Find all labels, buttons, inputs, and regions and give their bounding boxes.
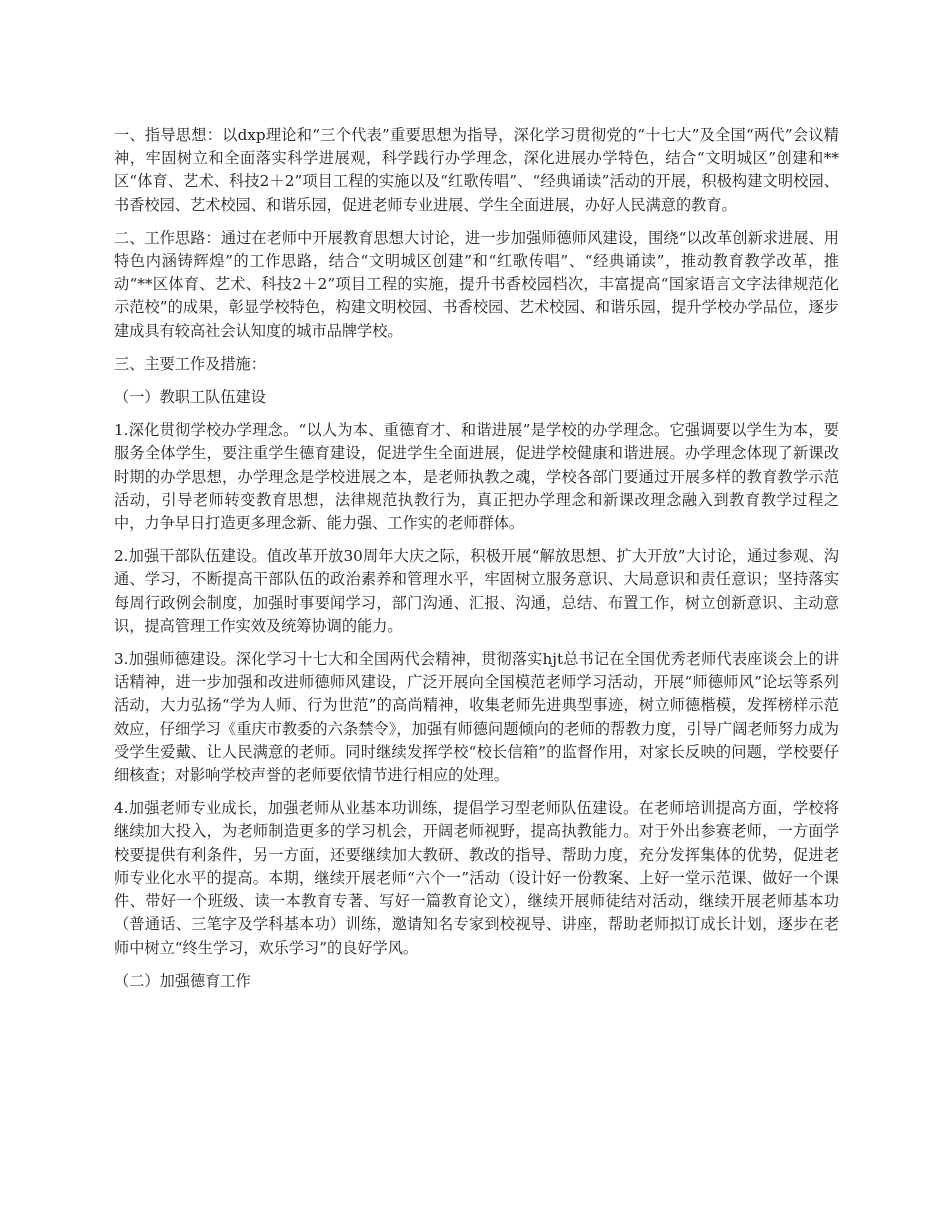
paragraph-guiding-thought: 一、指导思想：以dxp理论和“三个代表”重要思想为指导，深化学习贯彻党的“十七大”及全国“两代”会议精神，牢固树立和全面落实科学进展观，科学践行办学理念，深化进展办学特色，结合“文明城区”创建和**区“体育、艺术、科技2＋2”项目工程的实施以及“红歌传唱”、“经典诵读”活动的开展，积极构建文明校园、书香校园、艺术校园、和谐乐园，促进老师专业进展、学生全面进展，办好人民满意的教育。 [114, 126, 839, 214]
subsection-heading-staff: （一）教职工队伍建设 [114, 388, 266, 407]
paragraph-item-2: 2.加强干部队伍建设。值改革开放30周年大庆之际，积极开展“解放思想、扩大开放”大讨论，通过参观、沟通、学习，不断提高干部队伍的政治素养和管理水平，牢固树立服务意识、大局意识和责任意识；坚持落实每周行政例会制度，加强时事要闻学习，部门沟通、汇报、沟通，总结、布置工作，树立创新意识、主动意识，提高管理工作实效及统筹协调的能力。 [114, 547, 839, 635]
paragraph-item-3: 3.加强师德建设。深化学习十七大和全国两代会精神，贯彻落实hjt总书记在全国优秀老师代表座谈会上的讲话精神，进一步加强和改进师德师风建设，广泛开展向全国模范老师学习活动，开展“师德师风”论坛等系列活动，大力弘扬“学为人师、行为世范”的高尚精神，收集老师先进典型事迹，树立师德楷模，发挥榜样示范效应，仔细学习《重庆市教委的六条禁令》，加强有师德问题倾向的老师的帮教力度，引导广阔老师努力成为受学生爱戴、让人民满意的老师。同时继续发挥学校“校长信箱”的监督作用，对家长反映的问题，学校要仔细核查；对影响学校声誉的老师要依情节进行相应的处理。 [114, 650, 839, 785]
paragraph-item-4: 4.加强老师专业成长，加强老师从业基本功训练，提倡学习型老师队伍建设。在老师培训提高方面，学校将继续加大投入，为老师制造更多的学习机会，开阔老师视野，提高执教能力。对于外出参赛老师，一方面学校要提供有利条件，另一方面，还要继续加大教研、教改的指导、帮助力度，充分发挥集体的优势，促进老师专业化水平的提高。本期，继续开展老师“六个一”活动（设计好一份教案、上好一堂示范课、做好一个课件、带好一个班级、读一本教育专著、写好一篇教育论文），继续开展师徒结对活动，继续开展老师基本功（普通话、三笔字及学科基本功）训练，邀请知名专家到校视导、讲座，帮助老师拟订成长计划，逐步在老师中树立“终生学习，欢乐学习”的良好学风。 [114, 799, 839, 957]
paragraph-work-approach: 二、工作思路：通过在老师中开展教育思想大讨论，进一步加强师德师风建设，围绕“以改革创新求进展、用特色内涵铸辉煌”的工作思路，结合“文明城区创建”和“红歌传唱”、“经典诵读”，推动教育教学改革，推动“**区体育、艺术、科技2＋2”项目工程的实施，提升书香校园档次，丰富提高“国家语言文字法律规范化示范校”的成果，彰显学校特色，构建文明校园、书香校园、艺术校园、和谐乐园，提升学校办学品位，逐步建成具有较高社会认知度的城市品牌学校。 [114, 228, 839, 340]
section-heading-main-work: 三、主要工作及措施： [114, 354, 266, 373]
subsection-heading-moral: （二）加强德育工作 [114, 971, 251, 990]
paragraph-item-1: 1.深化贯彻学校办学理念。“以人为本、重德育才、和谐进展”是学校的办学理念。它强调要以学生为本，要服务全体学生，要注重学生德育建设，促进学生全面进展，促进学校健康和谐进展。办学理念体现了新课改时期的办学思想，办学理念是学校进展之本，是老师执教之魂，学校各部门要通过开展多样的教育教学示范活动，引导老师转变教育思想，法律规范执教行为，真正把办学理念和新课改理念融入到教育教学过程之中，力争早日打造更多理念新、能力强、工作实的老师群体。 [114, 421, 839, 533]
document-body [114, 124, 839, 1003]
